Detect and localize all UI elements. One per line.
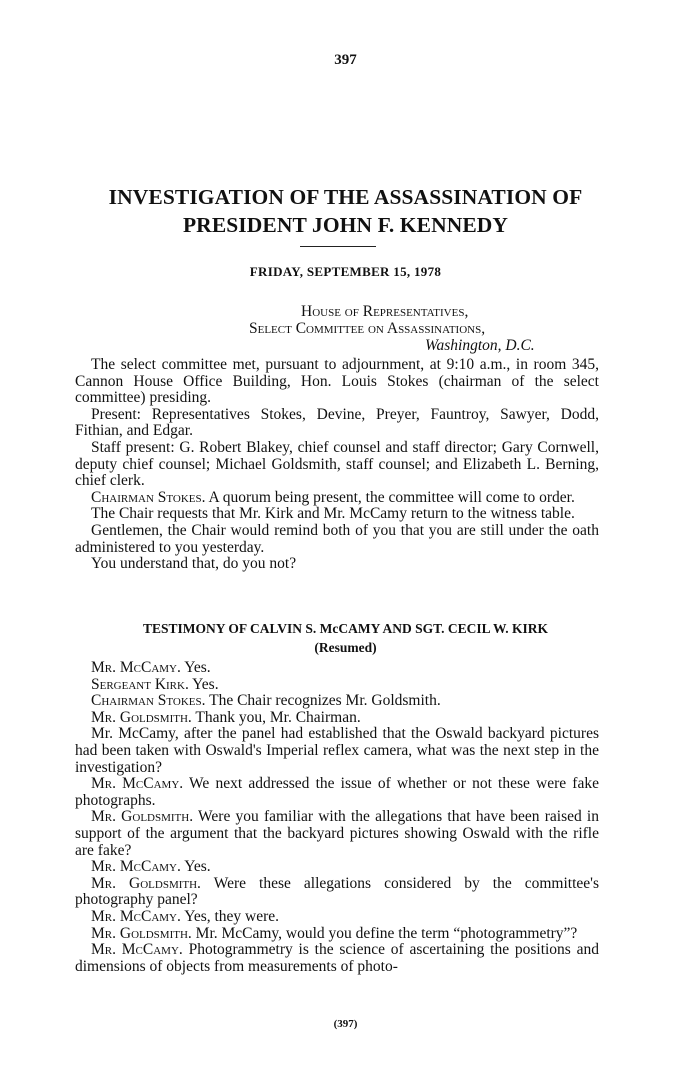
paragraph-text: Mr. McCamy, would you define the term “photogrammetry”? xyxy=(195,924,578,942)
paragraph-text: The select committee met, pursuant to adjournment, at 9:10 a.m., in room 345, Cannon House Office Building, Hon. Louis Stokes (chairman of the select committee) presiding. xyxy=(75,356,599,407)
hearing-date: FRIDAY, SEPTEMBER 15, 1978 xyxy=(249,264,442,279)
paragraph-text: Gentlemen, the Chair would remind both of you that you are still under the oath administered to you yesterday. xyxy=(75,521,599,556)
speaker-name: Mr. McCamy. xyxy=(91,907,181,925)
page-number: 397 xyxy=(334,52,357,68)
paragraph xyxy=(75,556,599,573)
testimony-title: TESTIMONY OF CALVIN S. McCAMY AND SGT. CECIL W. KIRK xyxy=(142,621,549,636)
speaker-name: Chairman Stokes. xyxy=(91,692,206,710)
speaker-name: Mr. McCamy. xyxy=(91,775,184,793)
paragraph-text: Were these allegations considered by the committee's photography panel? xyxy=(75,874,599,909)
paragraph-text: We next addressed the issue of whether or not these were fake photographs. xyxy=(75,775,599,809)
paragraph-text: Yes. xyxy=(184,858,211,876)
paragraph-text: Yes. xyxy=(192,675,219,693)
speaker-name: Mr. McCamy. xyxy=(91,858,181,876)
paragraph xyxy=(75,407,599,440)
paragraph xyxy=(75,357,599,407)
testimony-section xyxy=(75,660,599,975)
paragraph-text: Thank you, Mr. Chairman. xyxy=(195,708,361,726)
title-line-2: PRESIDENT JOHN F. KENNEDY xyxy=(182,213,509,237)
paragraph-text: Yes. xyxy=(184,659,211,676)
paragraph xyxy=(75,506,599,523)
document-title xyxy=(40,183,651,239)
paragraph-text: Mr. McCamy, after the panel had established that the Oswald backyard pictures had been taken with Oswald's Imperial reflex camera, what was the next step in the investigation? xyxy=(75,725,599,776)
paragraph xyxy=(75,859,599,876)
paragraph xyxy=(75,710,599,727)
testimony-subtitle: (Resumed) xyxy=(314,640,377,655)
paragraph xyxy=(75,909,599,926)
paragraph-text: The Chair requests that Mr. Kirk and Mr. McCamy return to the witness table. xyxy=(91,505,575,523)
paragraph xyxy=(75,490,599,507)
paragraph xyxy=(75,660,599,677)
paragraph xyxy=(75,876,599,909)
paragraph xyxy=(75,726,599,776)
speaker-name: Mr. Goldsmith. xyxy=(91,808,194,826)
paragraph xyxy=(75,523,599,556)
paragraph-text: Present: Representatives Stokes, Devine, Preyer, Fauntroy, Sawyer, Dodd, Fithian, and Edgar. xyxy=(75,405,599,440)
speaker-name: Chairman Stokes. xyxy=(91,488,206,506)
house-heading: House of Representatives, xyxy=(301,303,469,320)
speaker-name: Sergeant Kirk. xyxy=(91,675,189,693)
paragraph xyxy=(75,776,599,809)
footer-page-number: (397) xyxy=(333,1018,358,1030)
title-divider xyxy=(300,246,376,247)
title-line-1: INVESTIGATION OF THE ASSASSINATION OF xyxy=(108,185,583,209)
paragraph xyxy=(75,693,599,710)
paragraph xyxy=(75,942,599,975)
paragraph xyxy=(75,677,599,694)
paragraph-text: A quorum being present, the committee will come to order. xyxy=(208,488,575,506)
paragraph-text: Photogrammetry is the science of ascertaining the positions and dimensions of objects from measurements of photo- xyxy=(75,941,600,975)
paragraph-text: Staff present: G. Robert Blakey, chief counsel and staff director; Gary Cornwell, deputy chief counsel; Michael Goldsmith, staff counsel; and Elizabeth L. Berning, chief clerk. xyxy=(75,438,599,490)
paragraph xyxy=(75,809,599,859)
paragraph xyxy=(75,440,599,490)
speaker-name: Mr. McCamy. xyxy=(91,659,181,676)
location-heading: Washington, D.C. xyxy=(425,337,535,354)
committee-heading: Select Committee on Assassinations, xyxy=(249,320,486,337)
speaker-name: Mr. McCamy. xyxy=(91,941,183,959)
speaker-name: Mr. Goldsmith. xyxy=(91,874,201,892)
paragraph-text: You understand that, do you not? xyxy=(91,555,297,573)
paragraph xyxy=(75,926,599,943)
testimony-heading xyxy=(0,619,691,657)
opening-section xyxy=(75,357,599,573)
speaker-name: Mr. Goldsmith. xyxy=(91,708,192,726)
paragraph-text: Yes, they were. xyxy=(184,907,280,925)
paragraph-text: Were you familiar with the allegations that have been raised in support of the argument that the backyard pictures showing Oswald with the rifle are fake? xyxy=(75,808,599,859)
paragraph-text: The Chair recognizes Mr. Goldsmith. xyxy=(209,692,441,710)
speaker-name: Mr. Goldsmith. xyxy=(91,924,192,942)
